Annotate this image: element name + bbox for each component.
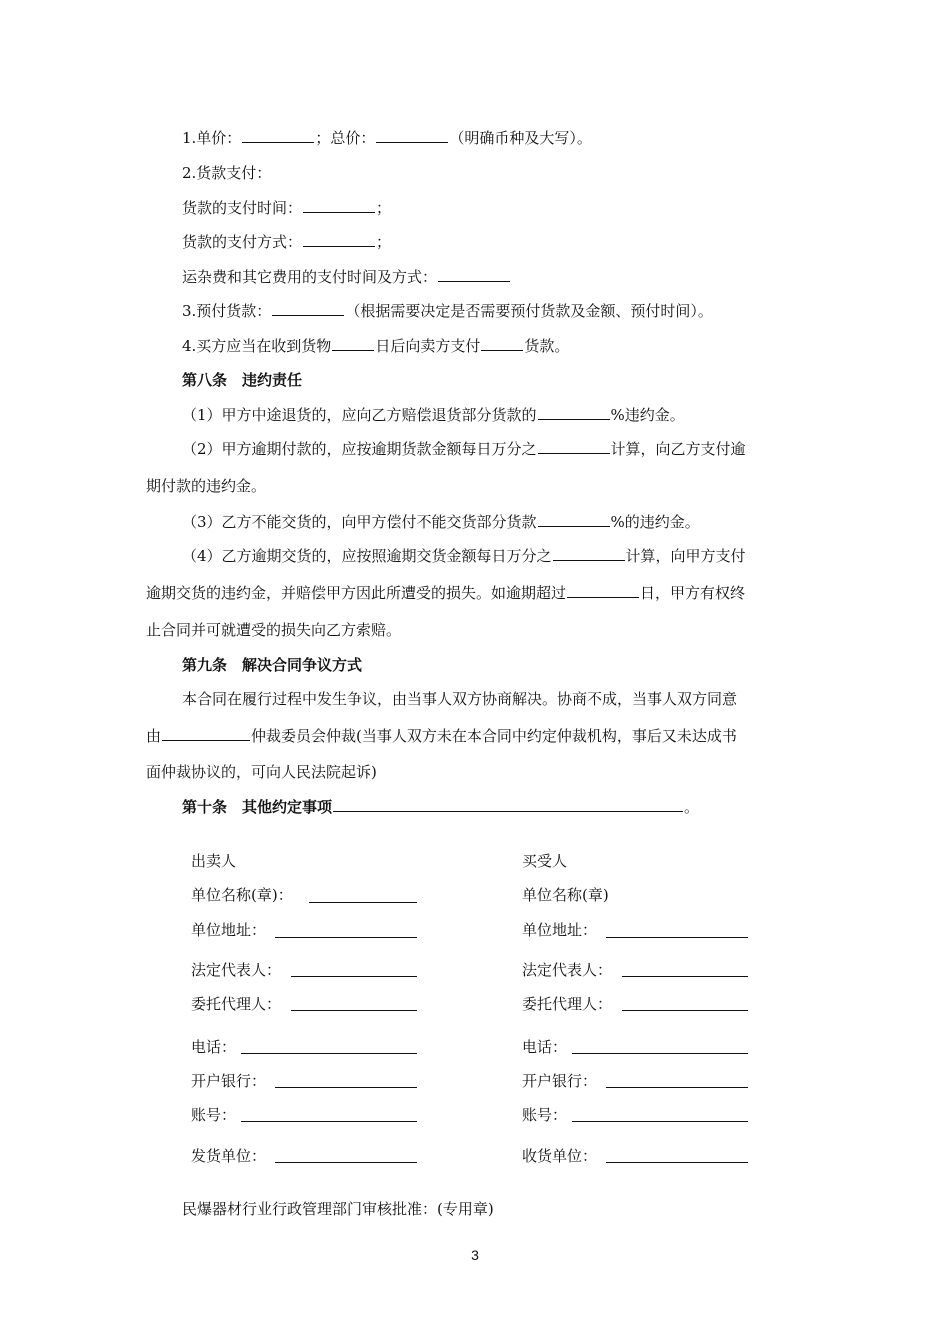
article8-clause3: （3）乙方不能交货的，向甲方偿付不能交货部分货款 %的违约金。: [182, 513, 700, 531]
seller-phone-label: 电话：: [191, 1038, 237, 1056]
clause4-blank[interactable]: [553, 546, 625, 561]
seller-rep-field[interactable]: [291, 976, 417, 977]
buyer-rep-label: 法定代表人：: [522, 961, 613, 979]
unit-price-blank[interactable]: [242, 128, 314, 143]
payment-time-blank[interactable]: [303, 198, 375, 213]
seller-agent-field[interactable]: [291, 1010, 417, 1011]
freight-payment-blank[interactable]: [438, 267, 510, 282]
article8-clause4-cont: 逾期交货的违约金，并赔偿甲方因此所遭受的损失。如逾期超过 日，甲方有权终: [146, 584, 746, 602]
article9-para3: 面仲裁协议的，可向人民法院起诉): [146, 763, 377, 781]
buyer-agent-label: 委托代理人：: [522, 995, 613, 1013]
article8-clause4: （4）乙方逾期交货的，应按照逾期交货金额每日万分之 计算，向甲方支付: [182, 547, 746, 565]
article9-para1: 本合同在履行过程中发生争议，由当事人双方协商解决。协商不成，当事人双方同意: [182, 690, 738, 708]
overdue-days-blank[interactable]: [567, 583, 639, 598]
payment-method-blank[interactable]: [303, 232, 375, 247]
seller-agent-label: 委托代理人：: [191, 995, 282, 1013]
seller-name-field[interactable]: [309, 902, 417, 903]
buyer-account-label: 账号：: [522, 1106, 568, 1124]
article10-line: 第十条 其他约定事项 。: [182, 798, 700, 816]
article8-clause1: （1）甲方中途退货的，应向乙方赔偿退货部分货款的 %违约金。: [182, 406, 685, 424]
seller-rep-label: 法定代表人：: [191, 961, 282, 979]
buyer-unit-field[interactable]: [606, 1162, 748, 1163]
freight-payment-line: 运杂费和其它费用的支付时间及方式：: [182, 267, 511, 287]
approval-line: 民爆器材行业行政管理部门审核批准：(专用章): [182, 1200, 494, 1218]
buyer-payment-days-line: 4.买方应当在收到货物 日后向卖方支付 货款。: [182, 337, 570, 355]
seller-phone-field[interactable]: [241, 1053, 417, 1054]
clause2-blank[interactable]: [538, 439, 610, 454]
article9-title: 第九条 解决合同争议方式: [182, 656, 363, 674]
article9-para2: 由 仲裁委员会仲裁(当事人双方未在本合同中约定仲裁机构，事后又未达成书: [146, 727, 737, 745]
buyer-name-label: 单位名称(章): [522, 886, 609, 904]
seller-address-label: 单位地址：: [191, 921, 267, 939]
seller-bank-field[interactable]: [275, 1087, 417, 1088]
article8-clause4-end: 止合同并可就遭受的损失向乙方索赔。: [146, 621, 402, 639]
buyer-heading: 买受人: [522, 852, 568, 870]
unit-price-line: 1.单价： ；总价： （明确币种及大写）。: [182, 129, 592, 147]
page-number: 3: [471, 1247, 479, 1263]
arbitration-blank[interactable]: [162, 726, 250, 741]
payment-time-line: 货款的支付时间： ；: [182, 199, 392, 217]
seller-bank-label: 开户银行：: [191, 1072, 267, 1090]
total-price-blank[interactable]: [376, 128, 448, 143]
seller-address-field[interactable]: [275, 937, 417, 938]
buyer-unit-label: 收货单位：: [522, 1147, 598, 1165]
seller-unit-label: 发货单位：: [191, 1147, 267, 1165]
buyer-address-label: 单位地址：: [522, 921, 598, 939]
seller-account-field[interactable]: [241, 1121, 417, 1122]
prepayment-line: 3.预付货款： （根据需要决定是否需要预付货款及金额、预付时间）。: [182, 302, 713, 320]
payment-heading: 2.货款支付：: [182, 164, 272, 182]
buyer-account-field[interactable]: [572, 1121, 748, 1122]
seller-name-label: 单位名称(章)：: [191, 886, 293, 904]
seller-heading: 出卖人: [191, 852, 237, 870]
buyer-agent-field[interactable]: [622, 1010, 748, 1011]
buyer-phone-label: 电话：: [522, 1038, 568, 1056]
buyer-bank-label: 开户银行：: [522, 1072, 598, 1090]
clause3-blank[interactable]: [538, 512, 610, 527]
clause1-blank[interactable]: [538, 405, 610, 420]
article8-title: 第八条 违约责任: [182, 371, 303, 389]
amount-blank[interactable]: [481, 336, 523, 351]
article8-clause2: （2）甲方逾期付款的，应按逾期货款金额每日万分之 计算，向乙方支付逾: [182, 440, 746, 458]
buyer-phone-field[interactable]: [572, 1053, 748, 1054]
days-blank[interactable]: [332, 336, 374, 351]
buyer-bank-field[interactable]: [606, 1087, 748, 1088]
prepayment-blank[interactable]: [272, 301, 344, 316]
seller-account-label: 账号：: [191, 1106, 237, 1124]
payment-method-line: 货款的支付方式： ；: [182, 233, 392, 251]
seller-unit-field[interactable]: [275, 1162, 417, 1163]
buyer-address-field[interactable]: [606, 937, 748, 938]
article8-clause2-cont: 期付款的违约金。: [146, 477, 267, 495]
other-matters-blank[interactable]: [333, 797, 683, 812]
buyer-rep-field[interactable]: [622, 976, 748, 977]
